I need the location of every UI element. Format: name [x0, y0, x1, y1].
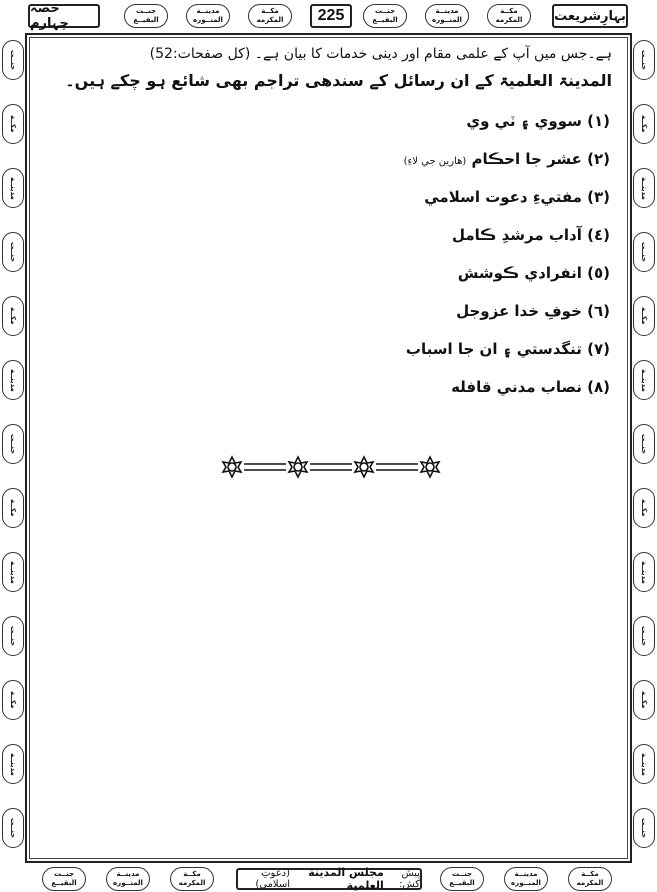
badge-text: مدينــة	[9, 368, 17, 392]
section-label	[28, 1, 100, 31]
badge-madinah	[2, 360, 24, 400]
badge-madinah	[504, 867, 548, 891]
star-divider-ornament	[220, 454, 442, 480]
star-icon	[355, 457, 373, 477]
badge-text: المكرمه	[495, 16, 523, 24]
badge-makkah	[2, 296, 24, 336]
list-item-text: (٣) مفتيءِ دعوت اسلامي	[424, 188, 610, 206]
list-item	[40, 178, 612, 216]
badge-text: مكــة	[640, 691, 648, 709]
badge-madinah	[633, 744, 655, 784]
badge-text: جنــت	[9, 625, 17, 647]
badge-text: جنــت	[9, 49, 17, 71]
badge-jannat	[124, 4, 168, 28]
star-icon	[223, 457, 241, 477]
badge-text: جنــت	[9, 433, 17, 455]
badge-text: مكــة	[9, 307, 17, 325]
badge-text: مدينــة	[9, 176, 17, 200]
badge-jannat	[633, 40, 655, 80]
badge-text: مدينــة	[116, 870, 140, 878]
page-content	[40, 40, 612, 406]
badge-text: مكــة	[9, 691, 17, 709]
intro-line: ہے۔جس میں آپ کے علمی مقام اور دینی خدمات کا بیان ہے۔ (کل صفحات:52)	[149, 46, 612, 62]
badge-text: مكــة	[500, 7, 518, 15]
badge-text: مدينــة	[9, 752, 17, 776]
badge-text: جنــت	[9, 241, 17, 263]
badge-makkah	[248, 4, 292, 28]
heading-line: المدینۃ العلمیۃ کے ان رسائل کے سندھی تراجم بھی شائع ہو چکے ہیں۔	[65, 71, 612, 90]
section-text: حصہ چہارم	[30, 1, 69, 31]
badge-text: مدينــة	[640, 368, 648, 392]
badge-text: المكرمه	[256, 16, 284, 24]
list-item	[40, 254, 612, 292]
publisher-label: پیش کش:	[399, 868, 420, 890]
badge-jannat	[2, 424, 24, 464]
badge-text: البقيــع	[51, 879, 77, 887]
badge-madinah	[633, 168, 655, 208]
badge-text: المنــوره	[432, 16, 462, 24]
page-number	[310, 4, 352, 28]
list-item	[40, 368, 612, 406]
badge-text: المنــوره	[193, 16, 223, 24]
badge-text: البقيــع	[372, 16, 398, 24]
list-item-note: (هارين جي لاءِ)	[403, 156, 467, 167]
badge-madinah	[186, 4, 230, 28]
badge-jannat	[633, 616, 655, 656]
badge-madinah	[2, 552, 24, 592]
badge-text: مكــة	[9, 499, 17, 517]
publisher-box	[236, 868, 422, 890]
badge-text: جنــت	[640, 817, 648, 839]
badge-text: مدينــة	[640, 752, 648, 776]
badge-text: جنــت	[451, 870, 473, 878]
badge-text: مدينــة	[196, 7, 220, 15]
list-item-text: (٧) تنگدستي ۽ ان جا اسباب	[405, 340, 610, 358]
badge-text: مكــة	[9, 115, 17, 133]
badge-text: المكرمه	[178, 879, 206, 887]
badge-jannat	[2, 616, 24, 656]
badge-text: المكرمه	[576, 879, 604, 887]
list-item	[40, 216, 612, 254]
badge-makkah	[633, 488, 655, 528]
list-item	[40, 330, 612, 368]
badge-text: مدينــة	[640, 560, 648, 584]
badge-text: جنــت	[9, 817, 17, 839]
badge-text: المنــوره	[113, 879, 143, 887]
badge-text: مكــة	[183, 870, 201, 878]
badge-makkah	[170, 867, 214, 891]
badge-text: مكــة	[640, 499, 648, 517]
badge-jannat	[440, 867, 484, 891]
badge-text: مدينــة	[514, 870, 538, 878]
badge-makkah	[487, 4, 531, 28]
badge-jannat	[2, 40, 24, 80]
badge-text: مكــة	[581, 870, 599, 878]
list-item-text: (٥) انفرادي ڪوشش	[457, 264, 610, 282]
badge-makkah	[633, 296, 655, 336]
list-item	[40, 102, 612, 140]
badge-jannat	[633, 232, 655, 272]
badge-jannat	[42, 867, 86, 891]
badge-text: مكــة	[261, 7, 279, 15]
list-item-text: (٢) عشر جا احڪام	[471, 150, 610, 168]
badge-text: المنــوره	[511, 879, 541, 887]
badge-text: جنــت	[53, 870, 75, 878]
badge-makkah	[2, 104, 24, 144]
badge-makkah	[2, 680, 24, 720]
badge-text: جنــت	[135, 7, 157, 15]
badge-jannat	[633, 808, 655, 848]
badge-text: مدينــة	[640, 176, 648, 200]
badge-text: مدينــة	[435, 7, 459, 15]
book-title-text: بہارِشریعت	[554, 8, 626, 24]
badge-jannat	[2, 808, 24, 848]
badge-madinah	[2, 168, 24, 208]
book-title	[552, 4, 628, 28]
badge-makkah	[568, 867, 612, 891]
list-item	[40, 292, 612, 330]
star-icon	[421, 457, 439, 477]
page-header	[0, 2, 657, 30]
page-footer	[0, 866, 657, 892]
badge-text: مدينــة	[9, 560, 17, 584]
badge-text: جنــت	[640, 241, 648, 263]
badge-text: مكــة	[640, 307, 648, 325]
badge-makkah	[633, 104, 655, 144]
publisher-name: مجلس المدينة العلمية	[308, 866, 384, 892]
star-icon	[289, 457, 307, 477]
badge-text: البقيــع	[133, 16, 159, 24]
list-item-text: (٨) نصاب مدني قافله	[451, 378, 610, 396]
badge-madinah	[633, 552, 655, 592]
badge-text: جنــت	[640, 625, 648, 647]
list-item	[40, 140, 612, 178]
list-item-text: (١) سووي ۽ ٽي وي	[466, 112, 610, 130]
badge-madinah	[2, 744, 24, 784]
badge-jannat	[633, 424, 655, 464]
badge-madinah	[633, 360, 655, 400]
badge-jannat	[2, 232, 24, 272]
badge-madinah	[425, 4, 469, 28]
list-item-text: (٤) آداب مرشدِ ڪامل	[451, 226, 610, 244]
badge-jannat	[363, 4, 407, 28]
badge-text: مكــة	[640, 115, 648, 133]
badge-text: جنــت	[640, 49, 648, 71]
badge-makkah	[633, 680, 655, 720]
badge-makkah	[2, 488, 24, 528]
badge-text: جنــت	[640, 433, 648, 455]
badge-text: البقيــع	[449, 879, 475, 887]
page-number-text: 225	[317, 7, 345, 24]
badge-text: جنــت	[374, 7, 396, 15]
publisher-org: (دعوتِ اسلامی)	[255, 868, 291, 890]
badge-madinah	[106, 867, 150, 891]
list-item-text: (٦) خوفِ خدا عزوجل	[456, 302, 610, 320]
